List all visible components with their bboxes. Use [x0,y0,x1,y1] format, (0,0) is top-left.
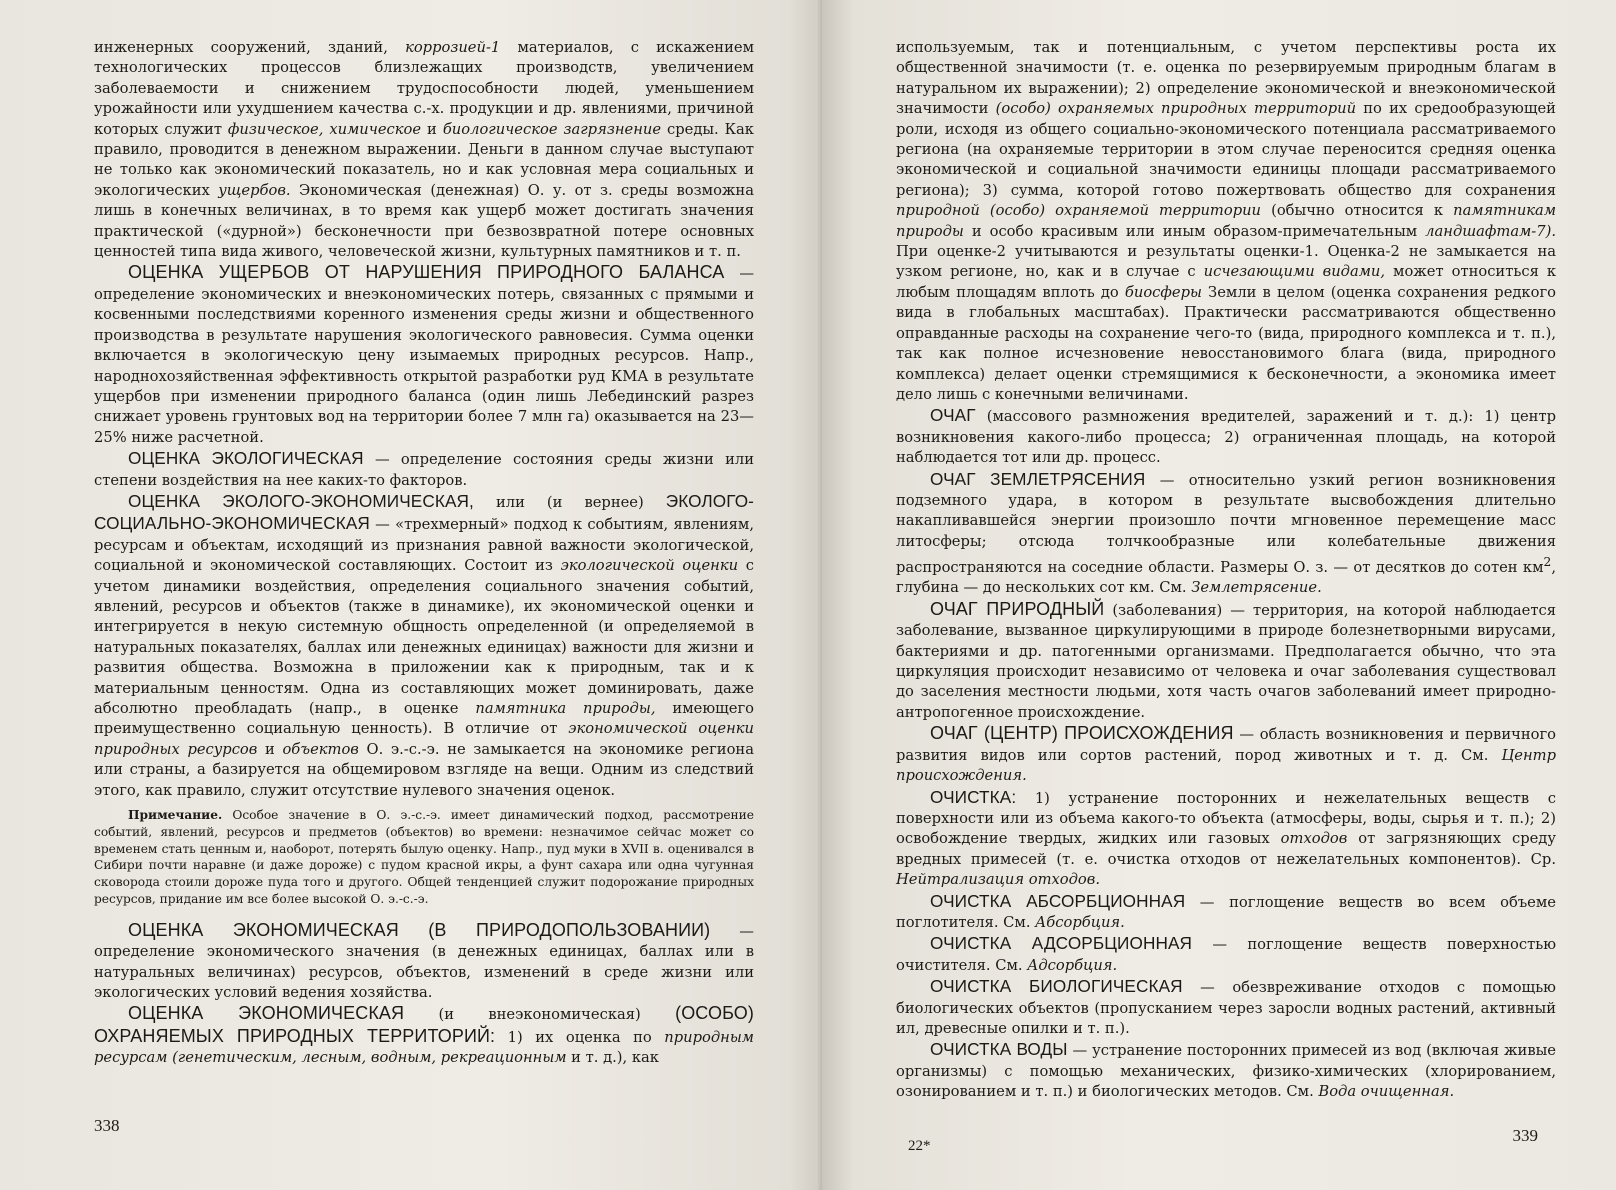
dictionary-entry: ОЦЕНКА ЭКОНОМИЧЕСКАЯ (В ПРИРОДОПОЛЬЗОВАНИИ) — определение экономического значения (в денежных единицах, баллах или в натуральных величинах) ресурсов, объектов, изменений в среде жизни или экологических условий ведения хозяйства. [94,919,754,1002]
entry-headword: ОЦЕНКА ЭКОНОМИЧЕСКАЯ [128,1003,405,1024]
dictionary-entry: ОЧИСТКА: 1) устранение посторонних и нежелательных веществ с поверхности или из объема какого-то объекта (атмосферы, воды, сырья и т. п.); 2) освобождение твердых, жидких или газовых отходов от загрязняющих среду вредных примесей (т. е. очистка отходов от нежелательных компонентов). Ср. Нейтрализация отходов. [896,786,1556,889]
dictionary-entry: ОЦЕНКА ЭКОЛОГИЧЕСКАЯ — определение состояния среды жизни или степени воздействия на нее каких-то факторов. [94,448,754,489]
dictionary-entry: ОЧИСТКА АБСОРБЦИОННАЯ — поглощение веществ во всем объеме поглотителя. См. Абсорбция. [896,890,1556,931]
page-number: 339 [1512,1126,1538,1145]
signature-mark: 22* [908,1138,931,1154]
note-label: Примечание. [128,808,223,823]
entry-headword: ОЧАГ (ЦЕНТР) ПРОИСХОЖДЕНИЯ [930,723,1234,744]
note-paragraph: Примечание. Особое значение в О. э.-с.-э. имеет динамический подход, рассмотрение событий, явлений, ресурсов и предметов (объектов) во времени: незначимое сейчас может со временем стать ценным и, наоборот, потерять былую оценку. Напр., пуд муки в XVII в. оценивался в Сибири почти наравне (и даже дороже) с пудом красной икры, а фунт сахара или одна чугунная сковорода стоили дороже пуда того и другого. Общей тенденцией служит подорожание природных ресурсов, придание им все более высокой О. э.-с.-э. [94,808,754,907]
entry-headword: ОЧИСТКА АБСОРБЦИОННАЯ [930,890,1186,911]
page-number: 338 [94,1116,120,1135]
dictionary-entry: ОЦЕНКА ЭКОНОМИЧЕСКАЯ (и внеэкономическая) (ОСОБО) ОХРАНЯЕМЫХ ПРИРОДНЫХ ТЕРРИТОРИЙ: 1) их оценка по природным ресурсам (генетическим, лесным, водным, рекреационным и т. д.), как [94,1003,754,1067]
entry-headword: ОЧАГ [930,405,976,426]
entry-headword: ОЦЕНКА УЩЕРБОВ ОТ НАРУШЕНИЯ ПРИРОДНОГО БАЛАНСА [128,262,725,283]
entry-headword: (ОСОБО) ОХРАНЯЕМЫХ ПРИРОДНЫХ ТЕРРИТОРИЙ: [94,1003,754,1046]
dictionary-entry: ОЦЕНКА УЩЕРБОВ ОТ НАРУШЕНИЯ ПРИРОДНОГО БАЛАНСА — определение экономических и внеэкономических потерь, связанных с прямыми и косвенными последствиями коренного изменения среды жизни и общественного производства в результате нарушения экологического равновесия. Сумма оценки включается в экологическую цену изымаемых природных ресурсов. Напр., народнохозяйственная эффективность открытой разработки руд КМА в результате ущербов при изменении природного баланса (один лишь Лебединский разрез снижает уровень грунтовых вод на территории более 7 млн га) оказывается на 23—25% ниже расчетной. [94,262,755,446]
entry-headword: ОЧАГ ПРИРОДНЫЙ [930,598,1105,619]
entry-continuation: инженерных сооружений, зданий, коррозией-1 материалов, с искажением технологических процессов близлежащих производств, увеличением заболеваемости и снижением трудоспособности людей, уменьшением урожайности или ухудшением качества с.-х. продукции и др. явлениями, причиной которых служит физическое, химическое и биологическое загрязнение среды. Как правило, проводится в денежном выражении. Деньги в данном случае выступают не только как экономический показатель, но и как условная мера социальных и экологических ущербов. Экономическая (денежная) О. у. от з. среды возможна лишь в конечных величинах, в то время как ущерб может достигать значения практической («дурной») бесконечности при безвозвратной потере основных ценностей типа вида живого, человеческой жизни, культурных памятников и т. п. [94,39,754,261]
dictionary-entry: ОЧИСТКА АДСОРБЦИОННАЯ — поглощение веществ поверхностью очистителя. См. Адсорбция. [896,933,1557,974]
entry-headword: ЭКОЛОГО-СОЦИАЛЬНО-ЭКОНОМИЧЕСКАЯ [94,490,754,534]
dictionary-entry: ОЧИСТКА БИОЛОГИЧЕСКАЯ — обезвреживание отходов с помощью биологических объектов (пропусканием через заросли водных растений, активный ил, древесные опилки и т. п.). [896,976,1556,1037]
left-column [94,38,754,1069]
entry-headword: ОЧИСТКА: [930,786,1017,807]
entry-continuation: используемым, так и потенциальным, с учетом перспективы роста их общественной значимости (т. е. оценка по резервируемым природным благам в натуральном их выражении); 2) определение экономической и внеэкономической значимости (особо) охраняемых природных территорий по их средообразующей роли, исходя из общего социально-экономического потенциала рассматриваемого региона (на охраняемые территории в этом случае переносится средняя оценка экономической и социальной значимости единицы площади рассматриваемого региона); 3) сумма, которой готово пожертвовать общество для сохранения природной (особо) охраняемой территории (обычно относится к памятникам природы и особо красивым или иным образом-примечательным ландшафтам-7). При оценке-2 учитываются и результаты оценки-1. Оценка-2 не замыкается на узком регионе, но, как и в случае с исчезающими видами, может относиться к любым площадям вплоть до биосферы Земли в целом (оценка сохранения редкого вида в глобальных масштабах). Практически рассматриваются общественно оправданные расходы на сохранение чего-то (вида, природного комплекса и т. п.), так как полное исчезновение невосстановимого блага (вида, природного комплекса) делает оценки стремящимися к бесконечности, а экономика имеет дело лишь с конечными величинами. [896,39,1557,403]
entry-headword: ОЧИСТКА АДСОРБЦИОННАЯ [930,933,1193,954]
entry-headword: ОЧИСТКА БИОЛОГИЧЕСКАЯ [930,976,1183,997]
right-page [822,0,1616,1190]
dictionary-entry: ОЧИСТКА ВОДЫ — устранение посторонних примесей из вод (включая живые организмы) с помощью механических, физико-химических (хлорированием, озонированием и т. п.) и биологических методов. См. Вода очищенная. [896,1039,1556,1101]
dictionary-entry: ОЦЕНКА ЭКОЛОГО-ЭКОНОМИЧЕСКАЯ, или (и вернее) ЭКОЛОГО-СОЦИАЛЬНО-ЭКОНОМИЧЕСКАЯ — «трехмерный» подход к событиям, явлениям, ресурсам и объектам, исходящий из признания равной важности экологической, социальной и экономической составляющих. Состоит из экологической оценки с учетом динамики воздействия, определения социального значения событий, явлений, ресурсов и объектов (также в динамике), их экономической оценки и интегрируется в некую системную общность определенной (и определяемой в натуральных показателях, баллах или денежных единицах) важности для жизни и развития общества. Возможна в приложении как к природным, так и к материальным ценностям. Одна из составляющих может доминировать, даже абсолютно преобладать (напр., в оценке памятника природы, имеющего преимущественно социальную ценность). В отличие от экономической оценки природных ресурсов и объектов О. э.-с.-э. не замыкается на экономике региона или страны, а базируется на общемировом взгляде на вещи. Одним из следствий этого, как правило, служит отсутствие нулевого значения оценок. [94,490,755,799]
dictionary-entry: ОЧАГ (массового размножения вредителей, заражений и т. д.): 1) центр возникновения какого-либо процесса; 2) ограниченная площадь, на которой наблюдается тот или др. процесс. [896,405,1556,467]
entry-headword: ОЧИСТКА ВОДЫ [930,1039,1068,1060]
entry-headword: ОЦЕНКА ЭКОЛОГО-ЭКОНОМИЧЕСКАЯ, [128,490,474,511]
entry-headword: ОЧАГ ЗЕМЛЕТРЯСЕНИЯ [930,468,1146,489]
right-column [896,38,1556,1103]
dictionary-entry: ОЧАГ ЗЕМЛЕТРЯСЕНИЯ — относительно узкий регион возникновения подземного удара, в котором в результате высвобождения длительно накапливавшейся энергии произошло почти мгновенное перемещение масс литосферы; отсюда толчкообразные или колебательные движения распространяются на соседние области. Размеры О. з. — от десятков до сотен $км^2$, глубина — до нескольких сот км. См. Землетрясение. [896,468,1556,597]
entry-headword: ОЦЕНКА ЭКОЛОГИЧЕСКАЯ [128,448,364,469]
entry-headword: ОЦЕНКА ЭКОНОМИЧЕСКАЯ (В ПРИРОДОПОЛЬЗОВАНИИ) [128,919,711,940]
dictionary-entry: ОЧАГ ПРИРОДНЫЙ (заболевания) — территория, на которой наблюдается заболевание, вызванное циркулирующими в природе болезнетворными вирусами, бактериями и др. патогенными организмами. Предполагается обычно, что эта циркуляция происходит независимо от человека и очаг заболевания существовал до заселения местности людьми, хотя часть очагов заболеваний имеет природно-антропогенное происхождение. [896,598,1556,721]
dictionary-entry: ОЧАГ (ЦЕНТР) ПРОИСХОЖДЕНИЯ — область возникновения и первичного развития видов или сортов растений, пород животных и т. д. См. Центр происхождения. [896,723,1556,785]
